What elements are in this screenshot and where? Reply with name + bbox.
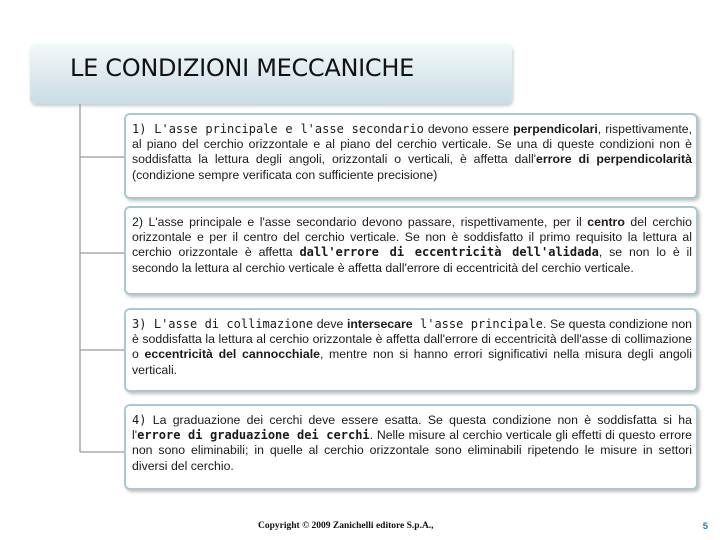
bold-term: dall'errore di eccentricità dell'alidada	[299, 245, 599, 260]
text: . Nelle misure al cerchio verticale gli effetti di questo errore non sono eliminabili; in quelle al cerchio orizzontale sono eliminabili ripetendo le misure in settori diversi del cerchio.	[132, 428, 693, 473]
bold-term: errore di graduazione dei cerchi	[137, 428, 370, 443]
condition-3-box	[124, 308, 698, 392]
text: La graduazione dei cerchi deve essere esatta. Se questa condizione non è soddisfatta si ha l'	[132, 413, 692, 443]
condition-number: 1)	[132, 122, 147, 136]
text: del cerchio orizzontale e per il centro del cerchio verticale. Se non è soddisfatto il primo requisito la lettura al cerchio orizzontale è affetta	[132, 215, 692, 260]
bold-term: errore di perpendicolarità	[536, 152, 692, 167]
text: , mentre non si hanno errori significativi nella misura degli angoli verticali.	[132, 347, 692, 377]
condition-1-box	[124, 113, 698, 199]
text: . Se questa condizione non è soddisfatta la lettura al cerchio orizzontale è affetta dall'errore di eccentricità dell'asse di collimazione o	[132, 317, 693, 362]
term-collimation-axis: L'asse di collimazione	[146, 317, 314, 331]
page-number: 5	[702, 521, 708, 532]
text: (condizione sempre verificata con sufficiente precisione)	[132, 167, 438, 182]
text: devono passare, rispettivamente, per il	[356, 215, 588, 229]
bold-term: perpendicolari	[513, 122, 598, 136]
condition-4-box	[124, 404, 698, 490]
term-principal-axis: l'asse principale	[412, 317, 543, 331]
bold-term: centro	[587, 215, 625, 229]
term-principal-axis: L'asse principale	[146, 122, 278, 136]
condition-number: 4)	[132, 413, 147, 427]
text: , rispettivamente, al piano del cerchio orizzontale e al piano del cerchio verticale. Se una di queste condizioni non è soddisfatta la lettura degli angoli, orizzontali o verticali, è affetta dall'	[132, 122, 692, 167]
condition-number: 2)	[132, 215, 143, 229]
copyright-footer: Copyright © 2009 Zanichelli editore S.p.A.,	[258, 521, 434, 531]
term-secondary-axis: e l'asse secondario	[241, 215, 357, 229]
text: , se non lo è il secondo la lettura al cerchio verticale è affetta dall'errore di eccentricità del cerchio verticale.	[132, 245, 693, 275]
text: devono essere	[423, 122, 514, 136]
bold-term: eccentricità del cannocchiale	[144, 347, 320, 362]
term-principal-axis: L'asse principale	[142, 215, 242, 229]
condition-number: 3)	[132, 317, 147, 331]
bold-term: intersecare	[346, 317, 413, 331]
slide-title: LE CONDIZIONI MECCANICHE	[70, 54, 414, 82]
text: deve	[313, 317, 347, 331]
term-secondary-axis: e l'asse secondario	[277, 122, 424, 136]
condition-2-box	[124, 206, 698, 295]
